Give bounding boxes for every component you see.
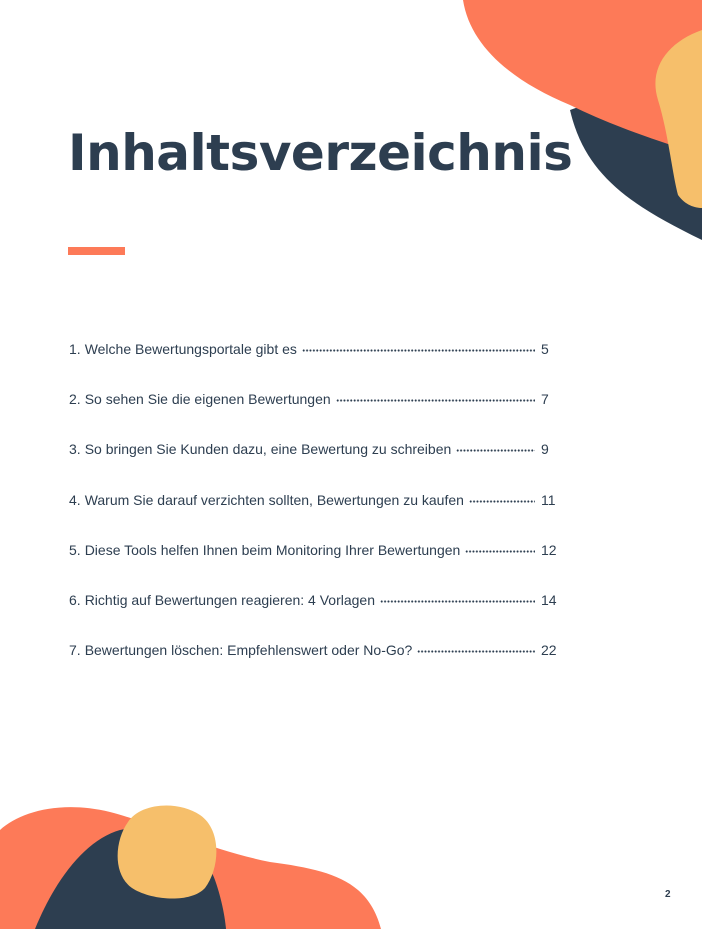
toc-dot-leader — [336, 399, 535, 403]
toc-entry-label: Diese Tools helfen Ihnen beim Monitoring Ihrer Bewertungen — [84, 542, 461, 558]
page-title: Inhaltsverzeichnis — [68, 124, 573, 182]
toc-dot-leader — [380, 600, 535, 604]
toc-entry-page: 22 — [541, 642, 557, 658]
toc-entry-page: 5 — [541, 341, 549, 357]
toc-entry-number: 3. — [69, 441, 81, 457]
toc-entry-number: 6. — [69, 592, 81, 608]
toc-entry-page: 7 — [541, 391, 549, 407]
toc-dot-leader — [456, 449, 535, 453]
toc-dot-leader — [302, 349, 535, 353]
toc-entry[interactable] — [69, 391, 559, 411]
title-accent-bar — [68, 247, 125, 255]
toc-entry[interactable] — [69, 542, 559, 562]
toc-dot-leader — [417, 650, 535, 654]
toc-entry[interactable] — [69, 341, 559, 361]
toc-entry-label: So bringen Sie Kunden dazu, eine Bewertung zu schreiben — [84, 441, 452, 457]
toc-entry[interactable] — [69, 642, 559, 662]
toc-entry-number: 2. — [69, 391, 81, 407]
toc-entry[interactable] — [69, 492, 559, 512]
yellow-blob-shape — [118, 805, 217, 898]
toc-entry-page: 9 — [541, 441, 549, 457]
toc-dot-leader — [469, 500, 535, 504]
toc-entry[interactable] — [69, 592, 559, 612]
toc-entry-number: 1. — [69, 341, 81, 357]
toc-entry-label: Welche Bewertungsportale gibt es — [84, 341, 297, 357]
toc-entry-label: Warum Sie darauf verzichten sollten, Bewertungen zu kaufen — [84, 492, 464, 508]
toc-dot-leader — [465, 550, 535, 554]
toc-entry-page: 11 — [541, 492, 556, 508]
toc-entry-number: 4. — [69, 492, 81, 508]
toc-entry-label: Richtig auf Bewertungen reagieren: 4 Vorlagen — [84, 592, 375, 608]
toc-entry-label: Bewertungen löschen: Empfehlenswert oder No-Go? — [84, 642, 413, 658]
toc-entry-label: So sehen Sie die eigenen Bewertungen — [84, 391, 331, 407]
decorative-blob-bottom-left — [0, 780, 702, 929]
toc-entry-page: 12 — [541, 542, 557, 558]
toc-entry-number: 5. — [69, 542, 81, 558]
toc-entry-page: 14 — [541, 592, 557, 608]
toc-entry[interactable] — [69, 441, 559, 461]
page-number: 2 — [665, 889, 671, 900]
toc-entry-number: 7. — [69, 642, 81, 658]
